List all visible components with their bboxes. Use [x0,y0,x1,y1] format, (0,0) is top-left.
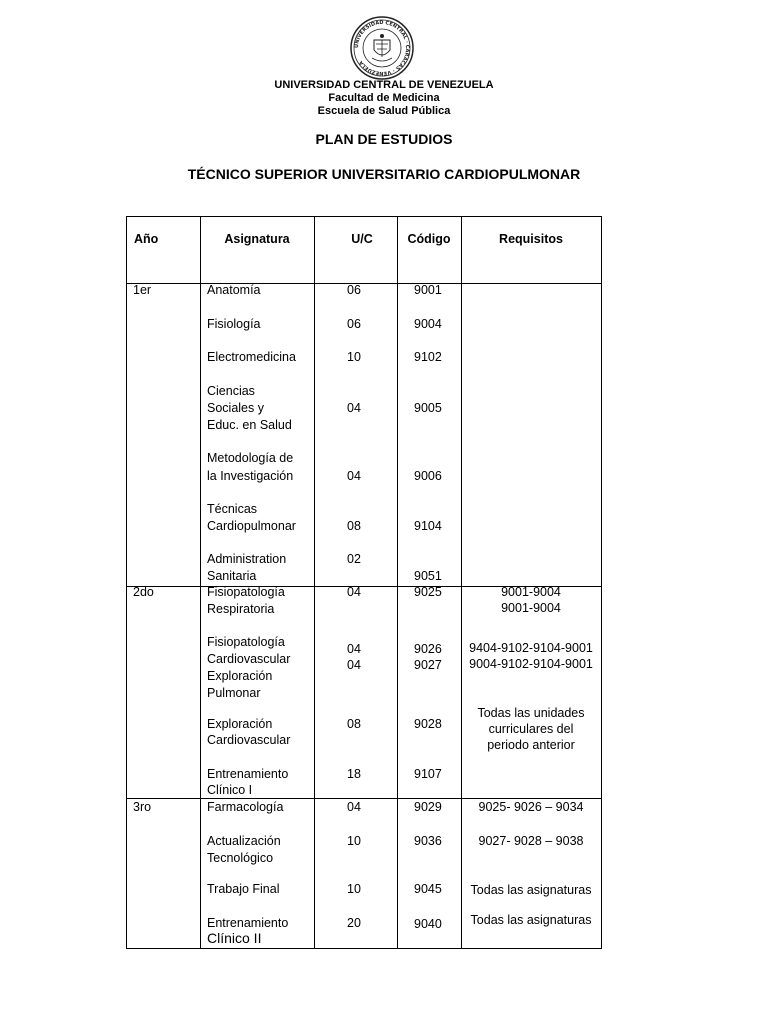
university-seal [350,16,414,80]
university-name: UNIVERSIDAD CENTRAL DE VENEZUELA [274,79,494,91]
program-title: TÉCNICO SUPERIOR UNIVERSITARIO CARDIOPULMONAR [187,166,581,182]
col-header-year: Año [134,232,159,246]
school-name: Escuela de Salud Pública [317,105,451,117]
faculty-name: Facultad de Medicina [328,92,440,104]
svg-text:UNIVERSIDAD CENTRAL · CARACAS: UNIVERSIDAD CENTRAL · CARACAS · VENEZUELA [353,19,411,77]
year-label: 3ro [133,800,152,814]
col-header-code: Código [407,232,451,246]
plan-title: PLAN DE ESTUDIOS [315,131,453,147]
col-header-requirements: Requisitos [499,232,563,246]
year-label: 1er [133,283,152,297]
col-header-subject: Asignatura [224,232,290,246]
col-header-uc: U/C [351,232,373,246]
year-label: 2do [133,585,154,599]
